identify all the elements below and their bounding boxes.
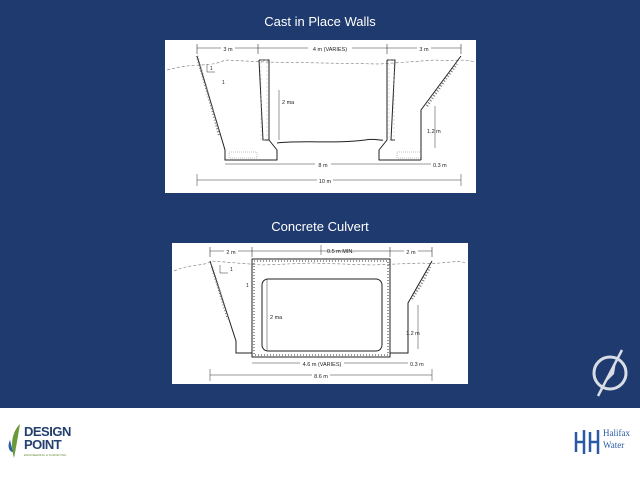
culvert-outer [252,259,390,357]
left-slope-outline [210,261,252,353]
total-width-label: 8.6 m [314,374,328,380]
wall-height-label: 2 ma [282,100,295,106]
ground-line [167,60,474,70]
cast-in-place-walls-diagram [165,40,476,193]
right-height-label: 1.2 m [427,129,441,135]
left-wall [225,60,277,160]
left-slope-outline [197,56,259,160]
design-point-logo-line1: DESIGN [24,424,71,439]
compass-rose-icon [588,346,632,400]
dim-right-label: 3 m [419,47,429,53]
bottom-offset-label: 0.3 m [433,163,447,169]
dim-right-label: 2 m [406,250,416,256]
right-slope-outline [421,56,461,160]
design-point-logo-line2: POINT [24,437,62,452]
leaf-drop-icon [6,422,24,462]
slope-1b: 1 [222,80,225,86]
halifax-water-mark-icon [572,428,602,456]
dim-center-label: 4 m (VARIES) [312,47,348,53]
dim-left-label: 2 m [226,250,236,256]
right-height-label: 1.2 m [406,331,420,337]
bottom-inner-label: 8 m [318,163,328,169]
ground-line [174,261,466,271]
design-point-logo-sub: ENGINEERING & SURVEYING [24,453,67,457]
concrete-culvert-diagram [172,243,468,384]
box-height-label: 2 ma [270,315,283,321]
bottom-inner-label: 4.6 m (VARIES) [302,362,342,368]
slope-1a: 1 [230,267,233,273]
concrete-culvert-svg [172,243,468,384]
dim-left-label: 3 m [223,47,233,53]
channel-bottom [277,139,383,143]
total-width-label: 10 m [318,179,332,185]
slope-1b: 1 [246,283,249,289]
diagram-title-concrete-culvert: Concrete Culvert [271,219,369,234]
diagram-title-cast-in-place: Cast in Place Walls [264,14,376,29]
left-slope-hatch [197,56,219,135]
cast-in-place-svg [165,40,476,193]
bottom-offset-label: 0.3 m [410,362,424,368]
right-wall [387,60,395,140]
halifax-water-logo-line1: Halifax [603,428,630,438]
slope-1a: 1 [210,66,213,72]
footer-bar [0,408,640,480]
dim-top-label: 0.5 m MIN. [327,249,354,255]
halifax-water-logo-line2: Water [603,440,625,450]
